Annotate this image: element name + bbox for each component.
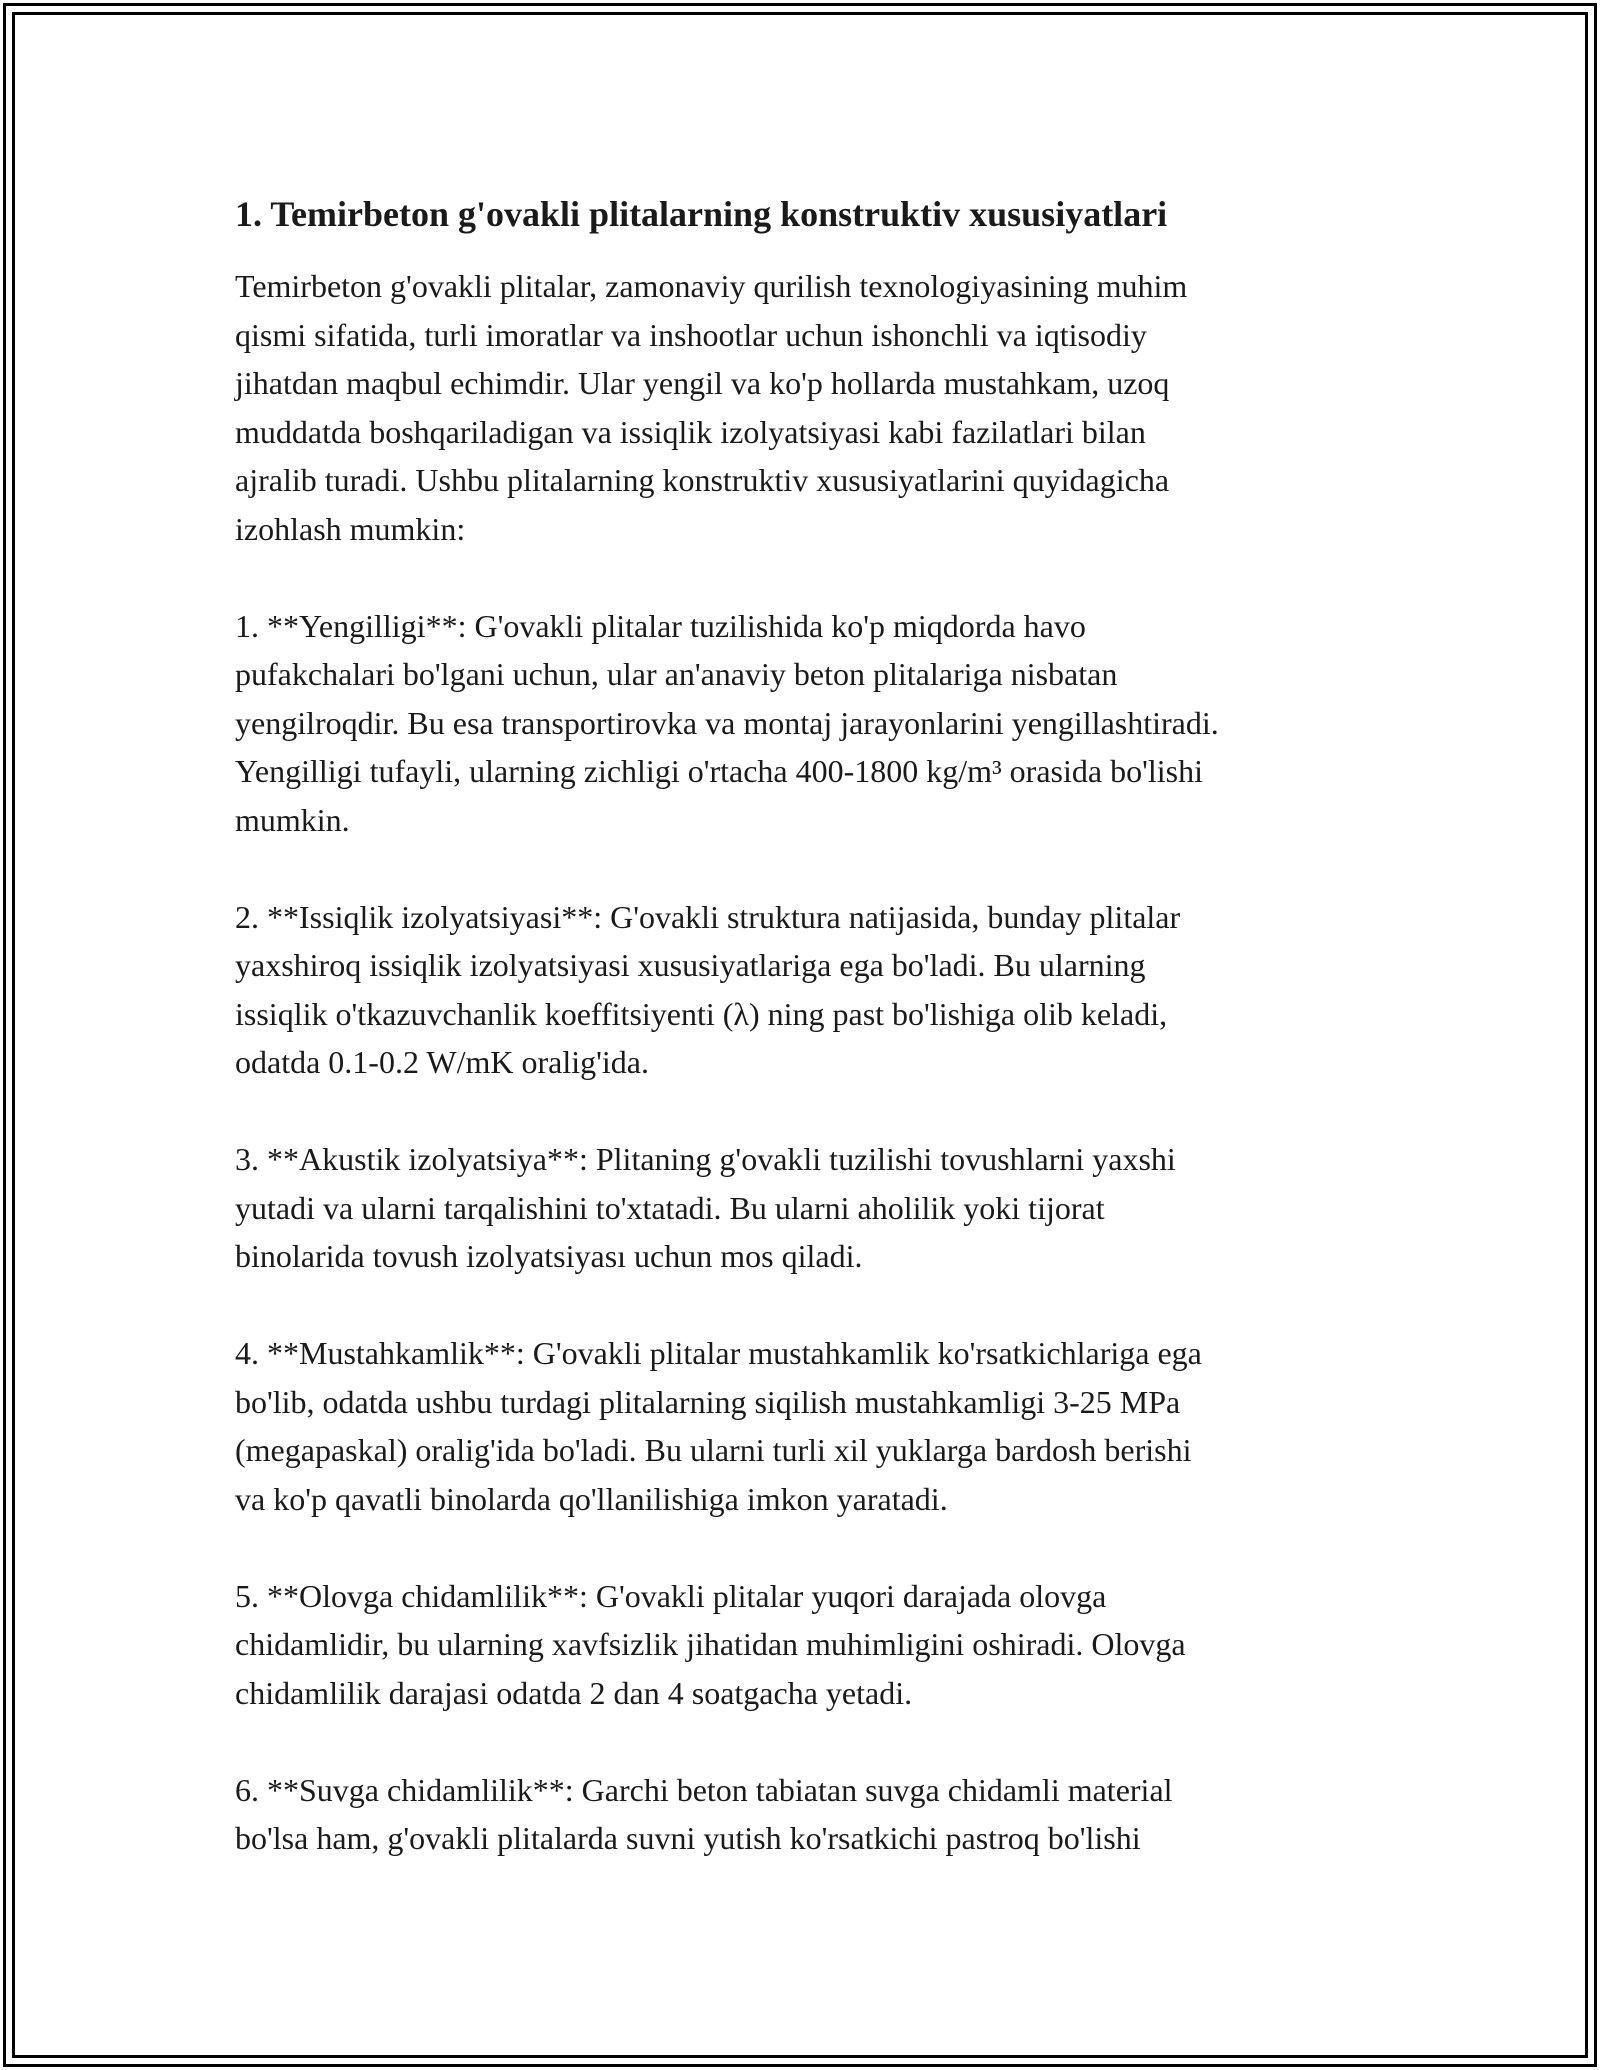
paragraph-spacer: [235, 844, 1375, 893]
paragraph-spacer: [235, 1087, 1375, 1136]
list-item-acoustic-insulation: 3. **Akustik izolyatsiya**: Plitaning g'ovakli tuzilishi tovushlarni yaxshi yutadi va ularni tarqalishini to'xtatadi. Bu ularni aholilik yoki tijorat binolarida tovush izolyatsiyası uchun mos qiladi.: [235, 1141, 1176, 1274]
paragraph-spacer: [235, 1717, 1375, 1766]
document-body: [235, 184, 1375, 1863]
paragraph-spacer: [235, 1523, 1375, 1572]
list-item-thermal-insulation: 2. **Issiqlik izolyatsiyasi**: G'ovakli struktura natijasida, bunday plitalar yaxshiroq issiqlik izolyatsiyasi xususiyatlariga ega bo'ladi. Bu ularning issiqlik o'tkazuvchanlik koeffitsiyenti (λ) ning past bo'lishiga olib keladi, odatda 0.1-0.2 W/mK oralig'ida.: [235, 898, 1181, 1080]
paragraph-spacer: [235, 1281, 1375, 1330]
paragraph-spacer: [235, 553, 1375, 602]
intro-paragraph: Temirbeton g'ovakli plitalar, zamonaviy qurilish texnologiyasining muhim qismi sifatida, turli imoratlar va inshootlar uchun ishonchli va iqtisodiy jihatdan maqbul echimdir. Ular yengil va ko'p hollarda mustahkam, uzoq muddatda boshqariladigan va issiqlik izolyatsiyasi kabi fazilatlari bilan ajralib turadi. Ushbu plitalarning konstruktiv xususiyatlarini quyidagicha izohlash mumkin:: [235, 268, 1188, 547]
list-item-strength: 4. **Mustahkamlik**: G'ovakli plitalar mustahkamlik ko'rsatkichlariga ega bo'lib, odatda ushbu turdagi plitalarning siqilish mustahkamligi 3-25 MPa (megapaskal) oralig'ida bo'ladi. Bu ularni turli xil yuklarga bardosh berishi va ko'p qavatli binolarda qo'llanilishiga imkon yaratadi.: [235, 1335, 1202, 1517]
list-item-fire-resistance: 5. **Olovga chidamlilik**: G'ovakli plitalar yuqori darajada olovga chidamlidir, bu ularning xavfsizlik jihatidan muhimligini oshiradi. Olovga chidamlilik darajasi odatda 2 dan 4 soatgacha yetadi.: [235, 1577, 1186, 1711]
list-item-lightness: 1. **Yengilligi**: G'ovakli plitalar tuzilishida ko'p miqdorda havo pufakchalari bo'lgani uchun, ular an'anaviy beton plitalariga nisbatan yengilroqdir. Bu esa transportirovka va montaj jarayonlarini yengillashtiradi. Yengilligi tufayli, ularning zichligi o'rtacha 400-1800 kg/m³ orasida bo'lishi mumkin.: [235, 607, 1219, 838]
section-heading: 1. Temirbeton g'ovakli plitalarning konstruktiv xususiyatlari: [235, 194, 1168, 234]
list-item-water-resistance: 6. **Suvga chidamlilik**: Garchi beton tabiatan suvga chidamli material bo'lsa ham, g'ovakli plitalarda suvni yutish ko'rsatkichi pastroq bo'lishi: [235, 1771, 1173, 1856]
